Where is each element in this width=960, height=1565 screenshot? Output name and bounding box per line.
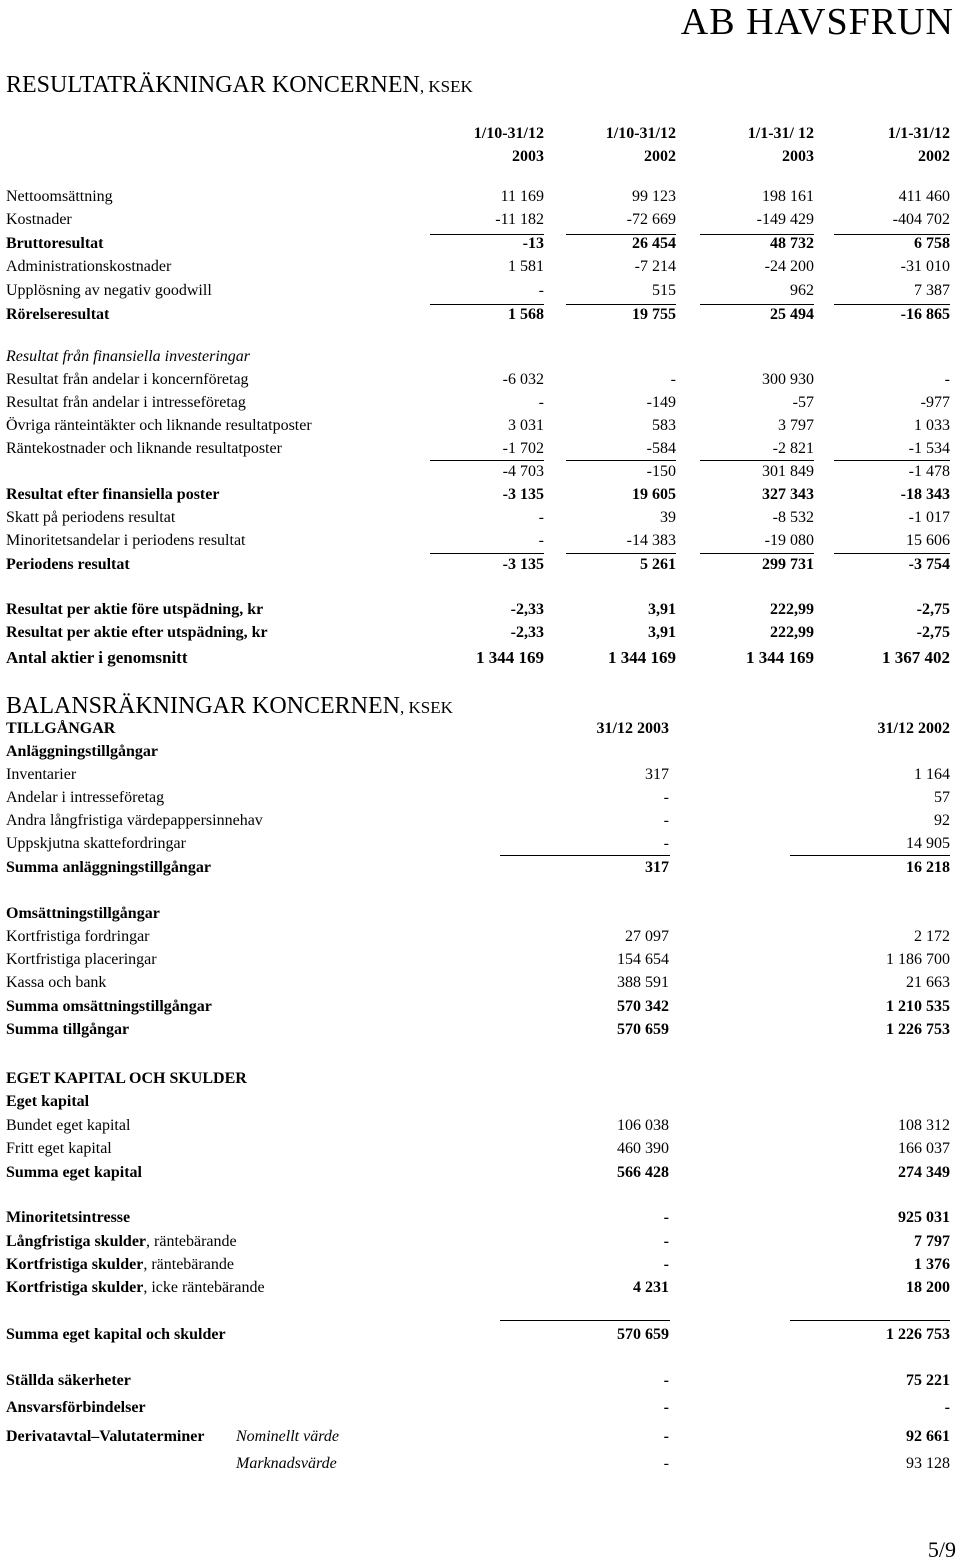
income-cell: 99 123: [632, 188, 676, 205]
rule: [566, 460, 676, 461]
income-row: [0, 599, 960, 621]
balance-row-label: [6, 741, 158, 763]
rule: [700, 553, 814, 554]
balance-cell: 1 164: [914, 766, 950, 783]
balance-cell: -: [663, 1399, 669, 1416]
income-cell: -: [538, 394, 544, 411]
col-header-1: 1/10-31/12 2003: [473, 125, 544, 165]
income-cell: -3 135: [502, 486, 544, 503]
balance-cell: -: [663, 789, 669, 806]
balance-row: [0, 949, 960, 971]
rule: [430, 304, 544, 305]
income-cell: -977: [920, 394, 950, 411]
balance-row-label: [6, 1091, 89, 1113]
balance-label-main: Kortfristiga fordringar: [6, 928, 150, 945]
balance-cell: -: [663, 1256, 669, 1273]
income-cell: 301 849: [762, 463, 814, 480]
balance-label-main: Summa tillgångar: [6, 1021, 130, 1038]
balance-row-label: [6, 787, 164, 809]
balance-row: [0, 1091, 960, 1113]
income-cell: 1 344 169: [476, 648, 544, 667]
income-cell: -1 534: [908, 440, 950, 457]
income-row-label: Upplösning av negativ goodwill: [6, 282, 212, 299]
balance-row: [0, 1162, 960, 1184]
income-cell: 962: [790, 282, 814, 299]
balance-cell: 21 663: [906, 974, 950, 991]
income-cell: 39: [660, 509, 676, 526]
balance-label-main: Ansvarsförbindelser: [6, 1399, 146, 1416]
income-cell: 411 460: [898, 188, 950, 205]
income-cell: 1 344 169: [746, 648, 814, 667]
balance-cell: -: [663, 1428, 669, 1445]
income-row-label: Resultat per aktie efter utspädning, kr: [6, 624, 268, 641]
balance-cell: 1 376: [914, 1256, 950, 1273]
income-cell: -14 383: [626, 532, 676, 549]
income-cell: -4 703: [502, 463, 544, 480]
rule: [834, 460, 950, 461]
income-row-label: Periodens resultat: [6, 556, 130, 573]
income-cell: 1 033: [914, 417, 950, 434]
income-row: [0, 622, 960, 644]
income-row-label: Resultat från andelar i intresseföretag: [6, 394, 246, 411]
income-cell: -: [538, 282, 544, 299]
page-number: 5/9: [927, 1537, 956, 1562]
income-cell: -404 702: [892, 211, 950, 228]
balance-label-main: Summa eget kapital: [6, 1164, 142, 1181]
balance-label-main: Fritt eget kapital: [6, 1140, 112, 1157]
balance-cell: 1 226 753: [886, 1326, 950, 1343]
balance-cell: -: [663, 835, 669, 852]
balance-cell: 108 312: [898, 1117, 950, 1134]
balance-cell: 31/12 2003: [596, 720, 669, 737]
income-cell: -72 669: [626, 211, 676, 228]
rule: [566, 553, 676, 554]
rule: [700, 304, 814, 305]
rule: [700, 460, 814, 461]
balance-row: [0, 787, 960, 809]
income-cell: 1 344 169: [608, 648, 676, 667]
balance-row-label: [6, 1115, 130, 1137]
income-cell: 3 031: [508, 417, 544, 434]
income-cell: -: [538, 532, 544, 549]
balance-row-label: [6, 1254, 234, 1276]
income-row-label: Minoritetsandelar i periodens resultat: [6, 532, 246, 549]
income-row-label: Räntekostnader och liknande resultatposter: [6, 440, 282, 457]
income-cell: 3 797: [778, 417, 814, 434]
income-row-label: Bruttoresultat: [6, 235, 104, 252]
balance-title: [6, 693, 453, 720]
income-row: [0, 461, 960, 483]
balance-row-label: [6, 1138, 112, 1160]
balance-label-main: Kortfristiga skulder: [6, 1279, 144, 1296]
balance-row: [0, 857, 960, 879]
balance-title-unit: , KSEK: [400, 698, 453, 717]
rule: [700, 234, 814, 235]
balance-label-main: Inventarier: [6, 766, 77, 783]
income-row: [0, 392, 960, 414]
income-cell: -16 865: [900, 306, 950, 323]
income-cell: 3,91: [648, 624, 676, 641]
balance-row: [0, 1231, 960, 1253]
income-cell: 299 731: [762, 556, 814, 573]
balance-label-main: Kortfristiga skulder: [6, 1256, 144, 1273]
balance-row-label: [6, 1324, 226, 1346]
balance-label-main: Andra långfristiga värdepappersinnehav: [6, 812, 263, 829]
balance-row: [0, 972, 960, 994]
balance-label-suffix: , icke räntebärande: [143, 1279, 265, 1296]
income-cell: -2,33: [510, 624, 544, 641]
income-row: [0, 647, 960, 669]
balance-label-suffix: , räntebärande: [146, 1233, 237, 1250]
income-title: [6, 72, 473, 99]
balance-row-label: [6, 810, 263, 832]
balance-row-label: [6, 857, 211, 879]
balance-row-label: [6, 1068, 247, 1090]
income-row: [0, 369, 960, 391]
balance-label-main: Summa omsättningstillgångar: [6, 998, 212, 1015]
income-row: [0, 554, 960, 576]
income-cell: 15 606: [906, 532, 950, 549]
income-cell: 327 343: [762, 486, 814, 503]
income-cell: 300 930: [762, 371, 814, 388]
income-cell: 19 755: [632, 306, 676, 323]
balance-row: [0, 810, 960, 832]
balance-row-label: [6, 1231, 237, 1253]
balance-label-suffix: Marknadsvärde: [236, 1455, 337, 1472]
balance-row: [0, 1068, 960, 1090]
income-cell: 6 758: [914, 235, 950, 252]
rule: [430, 460, 544, 461]
income-cell: -1 702: [502, 440, 544, 457]
income-title-text: RESULTATRÄKNINGAR KONCERNEN: [6, 72, 420, 98]
balance-row-label: [6, 996, 212, 1018]
balance-row-label: [6, 1370, 131, 1392]
balance-row: [0, 903, 960, 925]
balance-row-label: [6, 903, 160, 925]
income-cell: -149 429: [756, 211, 814, 228]
income-row: [0, 186, 960, 208]
balance-label-suffix: , räntebärande: [143, 1256, 234, 1273]
balance-cell: 14 905: [906, 835, 950, 852]
income-cell: 5 261: [640, 556, 676, 573]
balance-row: [0, 1277, 960, 1299]
col-header-3: 1/1-31/ 12 2003: [747, 125, 814, 165]
balance-row-label: [6, 1397, 146, 1419]
income-cell: -1 017: [908, 509, 950, 526]
rule: [834, 553, 950, 554]
balance-cell: 57: [934, 789, 950, 806]
balance-cell: 106 038: [617, 1117, 669, 1134]
balance-row-label: [6, 718, 115, 740]
balance-cell: 1 186 700: [886, 951, 950, 968]
balance-row: [0, 996, 960, 1018]
income-row-label: Övriga ränteintäkter och liknande resultatposter: [6, 417, 312, 434]
rule: [834, 304, 950, 305]
rule: [790, 855, 950, 856]
balance-cell: 154 654: [617, 951, 669, 968]
income-cell: -8 532: [772, 509, 814, 526]
balance-row: [0, 1254, 960, 1276]
balance-label-main: Omsättningstillgångar: [6, 905, 160, 922]
income-row-label: Resultat från finansiella investeringar: [6, 348, 250, 365]
balance-cell: 570 342: [617, 998, 669, 1015]
balance-cell: -: [663, 812, 669, 829]
balance-row: [0, 1019, 960, 1041]
balance-cell: 18 200: [906, 1279, 950, 1296]
income-cell: -3 135: [502, 556, 544, 573]
income-row: [0, 256, 960, 278]
income-row: [0, 484, 960, 506]
balance-cell: 1 226 753: [886, 1021, 950, 1038]
balance-row: [0, 1397, 960, 1419]
income-row: [0, 415, 960, 437]
balance-cell: 92: [934, 812, 950, 829]
income-cell: -2,75: [916, 624, 950, 641]
balance-row: [0, 833, 960, 855]
balance-label-main: Uppskjutna skattefordringar: [6, 835, 186, 852]
balance-cell: 570 659: [617, 1326, 669, 1343]
income-row: [0, 346, 960, 368]
income-cell: -149: [646, 394, 676, 411]
rule: [790, 1320, 950, 1321]
balance-row-label: [6, 833, 186, 855]
balance-cell: 317: [645, 766, 669, 783]
balance-cell: 317: [645, 859, 669, 876]
rule: [566, 234, 676, 235]
income-row-label: Rörelseresultat: [6, 306, 110, 323]
balance-cell: 4 231: [633, 1279, 669, 1296]
balance-cell: 566 428: [617, 1164, 669, 1181]
income-cell: 48 732: [770, 235, 814, 252]
income-cell: -57: [792, 394, 814, 411]
company-logo: AB HAVSFRUN: [680, 1, 954, 43]
income-row-label: Resultat per aktie före utspädning, kr: [6, 601, 264, 618]
income-row-label: Nettoomsättning: [6, 188, 113, 205]
income-cell: -150: [646, 463, 676, 480]
income-cell: 25 494: [770, 306, 814, 323]
balance-cell: -: [663, 1455, 669, 1472]
balance-label-main: Minoritetsintresse: [6, 1209, 131, 1226]
income-row-label: Resultat efter finansiella poster: [6, 486, 220, 503]
balance-cell: 16 218: [906, 859, 950, 876]
balance-label-main: Derivatavtal–Valutaterminer: [6, 1428, 205, 1445]
balance-row-label: [6, 949, 157, 971]
balance-row-label: [6, 1162, 142, 1184]
income-row-label: Antal aktier i genomsnitt: [6, 648, 188, 667]
income-cell: 198 161: [762, 188, 814, 205]
balance-row: [0, 1370, 960, 1392]
balance-cell: 27 097: [625, 928, 669, 945]
income-cell: -31 010: [900, 258, 950, 275]
income-cell: -24 200: [764, 258, 814, 275]
income-cell: -1 478: [908, 463, 950, 480]
balance-label-main: Kassa och bank: [6, 974, 107, 991]
balance-cell: 274 349: [898, 1164, 950, 1181]
income-row: [0, 209, 960, 231]
income-row-label: Kostnader: [6, 211, 72, 228]
rule: [500, 855, 670, 856]
balance-cell: 460 390: [617, 1140, 669, 1157]
income-cell: 515: [652, 282, 676, 299]
income-title-unit: , KSEK: [419, 77, 473, 96]
balance-row-label: [6, 926, 150, 948]
balance-label-main: Anläggningstillgångar: [6, 743, 159, 760]
balance-cell: 92 661: [906, 1428, 950, 1445]
balance-row: [0, 718, 960, 740]
income-cell: -18 343: [900, 486, 950, 503]
income-row-label: Skatt på periodens resultat: [6, 509, 176, 526]
balance-cell: 93 128: [906, 1455, 950, 1472]
income-cell: -7 214: [634, 258, 676, 275]
income-cell: -: [538, 509, 544, 526]
balance-label-main: Andelar i intresseföretag: [6, 789, 165, 806]
balance-cell: 7 797: [914, 1233, 950, 1250]
rule: [500, 1320, 670, 1321]
income-cell: -6 032: [502, 371, 544, 388]
balance-title-text: BALANSRÄKNINGAR KONCERNEN: [6, 693, 401, 719]
balance-row-label: [6, 972, 106, 994]
rule: [566, 304, 676, 305]
income-cell: 222,99: [770, 601, 814, 618]
balance-label-main: Summa anläggningstillgångar: [6, 859, 211, 876]
balance-cell: 570 659: [617, 1021, 669, 1038]
balance-label-main: EGET KAPITAL OCH SKULDER: [6, 1070, 247, 1087]
balance-row: [0, 1207, 960, 1229]
income-cell: 1 367 402: [882, 648, 950, 667]
rule: [430, 553, 544, 554]
income-row: [0, 304, 960, 326]
balance-row: [0, 1138, 960, 1160]
income-row: [0, 438, 960, 460]
income-cell: -: [944, 371, 950, 388]
balance-label-main: Summa eget kapital och skulder: [6, 1326, 226, 1343]
income-cell: -11 182: [495, 211, 544, 228]
balance-label-main: Bundet eget kapital: [6, 1117, 131, 1134]
income-row: [0, 233, 960, 255]
balance-row-label: [6, 1426, 339, 1448]
balance-row: [0, 741, 960, 763]
income-cell: 222,99: [770, 624, 814, 641]
income-cell: -2,33: [510, 601, 544, 618]
balance-row: [0, 926, 960, 948]
balance-cell: -: [663, 1372, 669, 1389]
balance-cell: -: [944, 1399, 950, 1416]
balance-row: [0, 1453, 960, 1475]
income-row: [0, 280, 960, 302]
income-cell: -3 754: [908, 556, 950, 573]
income-cell: -13: [522, 235, 544, 252]
balance-row-label: [6, 1019, 129, 1041]
balance-label-suffix: Nominellt värde: [236, 1428, 339, 1445]
income-cell: -2 821: [772, 440, 814, 457]
balance-row-label: [6, 1207, 130, 1229]
balance-cell: 925 031: [898, 1209, 950, 1226]
balance-row-label: [6, 1277, 265, 1299]
income-cell: 1 568: [508, 306, 544, 323]
balance-cell: 166 037: [898, 1140, 950, 1157]
balance-row: [0, 1115, 960, 1137]
income-cell: 1 581: [508, 258, 544, 275]
balance-cell: 75 221: [906, 1372, 950, 1389]
rule: [430, 234, 544, 235]
income-cell: -584: [646, 440, 676, 457]
balance-row: [0, 1426, 960, 1448]
income-row-label: Administrationskostnader: [6, 258, 172, 275]
income-row: [0, 507, 960, 529]
balance-label-main: Eget kapital: [6, 1093, 90, 1110]
income-cell: 3,91: [648, 601, 676, 618]
income-cell: 26 454: [632, 235, 676, 252]
balance-cell: 2 172: [914, 928, 950, 945]
balance-label-main: Långfristiga skulder: [6, 1233, 147, 1250]
balance-label-main: Kortfristiga placeringar: [6, 951, 157, 968]
income-cell: 583: [652, 417, 676, 434]
income-row: [0, 530, 960, 552]
income-row-label: Resultat från andelar i koncernföretag: [6, 371, 249, 388]
rule: [834, 234, 950, 235]
income-cell: 7 387: [914, 282, 950, 299]
balance-label-main: TILLGÅNGAR: [6, 720, 116, 737]
balance-cell: 1 210 535: [886, 998, 950, 1015]
income-cell: -19 080: [764, 532, 814, 549]
balance-row: [0, 1324, 960, 1346]
balance-label-main: Ställda säkerheter: [6, 1372, 131, 1389]
income-cell: 11 169: [500, 188, 544, 205]
col-header-2: 1/10-31/12 2002: [605, 125, 676, 165]
balance-row-label: [6, 764, 76, 786]
income-cell: 19 605: [632, 486, 676, 503]
balance-cell: -: [663, 1233, 669, 1250]
income-cell: -: [670, 371, 676, 388]
balance-cell: -: [663, 1209, 669, 1226]
col-header-4: 1/1-31/12 2002: [887, 125, 950, 165]
income-cell: -2,75: [916, 601, 950, 618]
balance-cell: 388 591: [617, 974, 669, 991]
balance-row: [0, 764, 960, 786]
balance-cell: 31/12 2002: [877, 720, 950, 737]
